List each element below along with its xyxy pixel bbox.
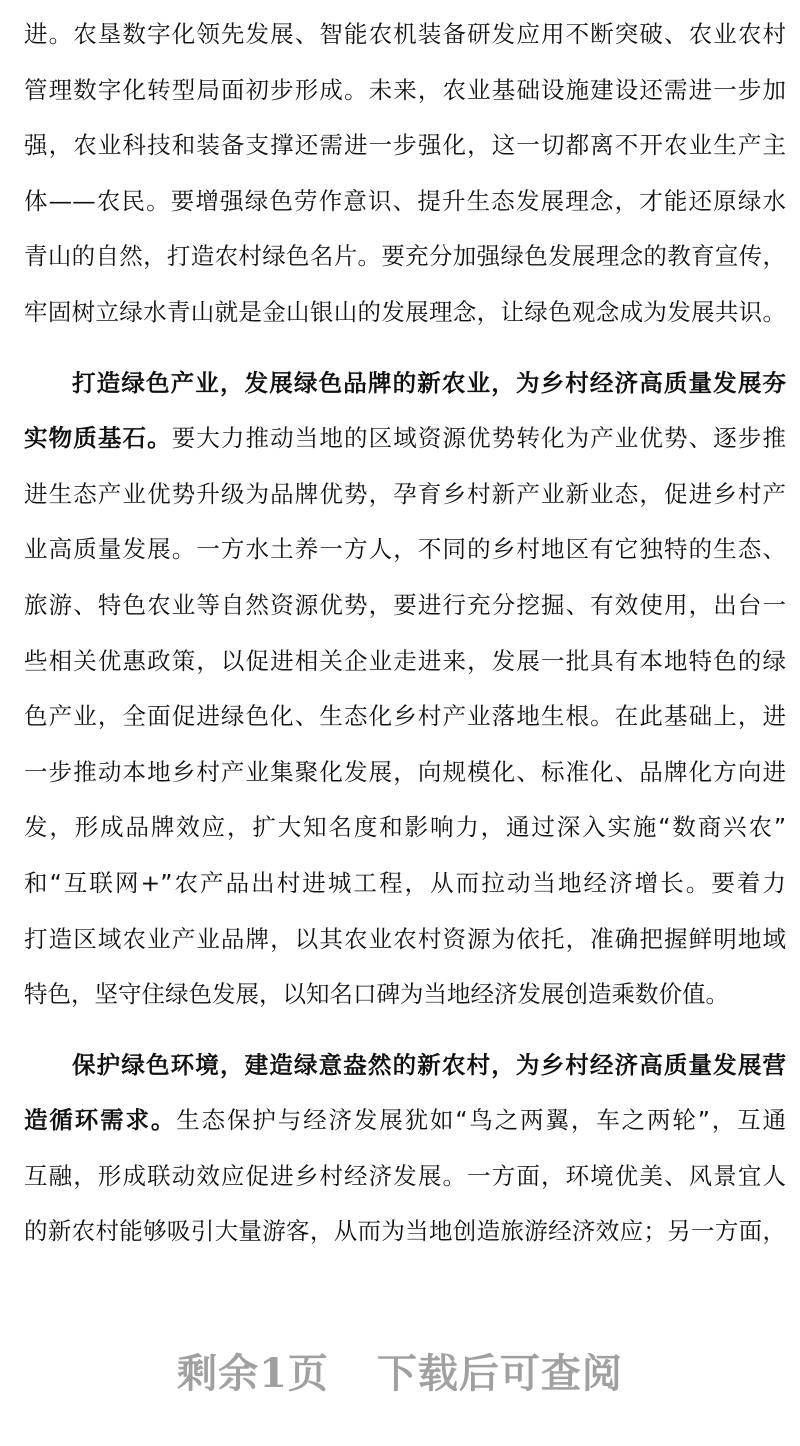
bold-heading-text: 造循环需求。 [24,1106,177,1135]
text-line [24,634,786,690]
paragraph [24,1038,786,1260]
text-line [24,1093,786,1149]
text-line [24,578,786,634]
text-line [24,1149,786,1205]
text-line [24,118,786,174]
text-line [24,285,786,341]
text-line [24,912,786,968]
paragraph [24,7,786,341]
body-text: 青山的自然，打造农村绿色名片。要充分加强绿色发展理念的教育宣传， [24,242,786,271]
body-text: 进生态产业优势升级为品牌优势，孕育乡村新产业新业态，促进乡村产 [24,479,786,508]
text-line [24,7,786,63]
text-line [24,522,786,578]
body-text: 些相关优惠政策，以促进相关企业走进来，发展一批具有本地特色的绿 [24,646,786,675]
text-line [24,467,786,523]
body-text: 生态保护与经济发展犹如“鸟之两翼，车之两轮”，互通 [176,1106,786,1135]
body-text: 管理数字化转型局面初步形成。未来，农业基础设施建设还需进一步加 [24,75,786,104]
body-text: 一步推动本地乡村产业集聚化发展，向规模化、标准化、品牌化方向进 [24,757,786,786]
remaining-pages-label: 剩余1页 [177,1350,329,1397]
body-text: 发，形成品牌效应，扩大知名度和影响力，通过深入实施“数商兴农” [24,813,786,842]
paragraph [24,356,786,1023]
text-line [24,174,786,230]
text-line [24,967,786,1023]
body-text: 色产业，全面促进绿色化、生态化乡村产业落地生根。在此基础上，进 [24,702,786,731]
body-text: 进。农垦数字化领先发展、智能农机装备研发应用不断突破、农业农村 [24,20,786,48]
body-text: 特色，坚守住绿色发展，以知名口碑为当地经济发展创造乘数价值。 [24,980,729,1009]
text-line [24,1038,786,1094]
text-line [24,689,786,745]
document-body [24,7,786,1275]
body-text: 和“互联网+”农产品出村进城工程，从而拉动当地经济增长。要着力 [24,868,786,897]
body-text: 旅游、特色农业等自然资源优势，要进行充分挖掘、有效使用，出台一 [24,590,786,619]
body-text: 牢固树立绿水青山就是金山银山的发展理念，让绿色观念成为发展共识。 [24,297,786,326]
text-line [24,63,786,119]
text-line [24,229,786,285]
text-line [24,356,786,412]
download-to-view-label[interactable]: 下载后可查阅 [376,1350,623,1397]
text-line [24,745,786,801]
body-text: 的新农村能够吸引大量游客，从而为当地创造旅游经济效应；另一方面， [24,1217,786,1246]
text-line [24,1204,786,1260]
body-text: 业高质量发展。一方水土养一方人，不同的乡村地区有它独特的生态、 [24,535,786,564]
body-text: 强，农业科技和装备支撑还需进一步强化，这一切都离不开农业生产主 [24,131,786,160]
body-text: 互融，形成联动效应促进乡村经济发展。一方面，环境优美、风景宜人 [24,1161,786,1190]
body-text: 打造区域农业产业品牌，以其农业农村资源为依托，准确把握鲜明地域 [24,924,786,953]
text-line [24,856,786,912]
bold-heading-text: 保护绿色环境，建造绿意盎然的新农村，为乡村经济高质量发展营 [72,1050,786,1079]
body-text: 要大力推动当地的区域资源优势转化为产业优势、逐步推 [171,424,787,453]
bold-heading-text: 实物质基石。 [24,424,172,453]
text-line [24,411,786,467]
download-prompt[interactable] [0,1342,800,1399]
text-line [24,800,786,856]
bold-heading-text: 打造绿色产业，发展绿色品牌的新农业，为乡村经济高质量发展夯 [72,368,786,397]
body-text: 体——农民。要增强绿色劳作意识、提升生态发展理念，才能还原绿水 [24,186,786,215]
